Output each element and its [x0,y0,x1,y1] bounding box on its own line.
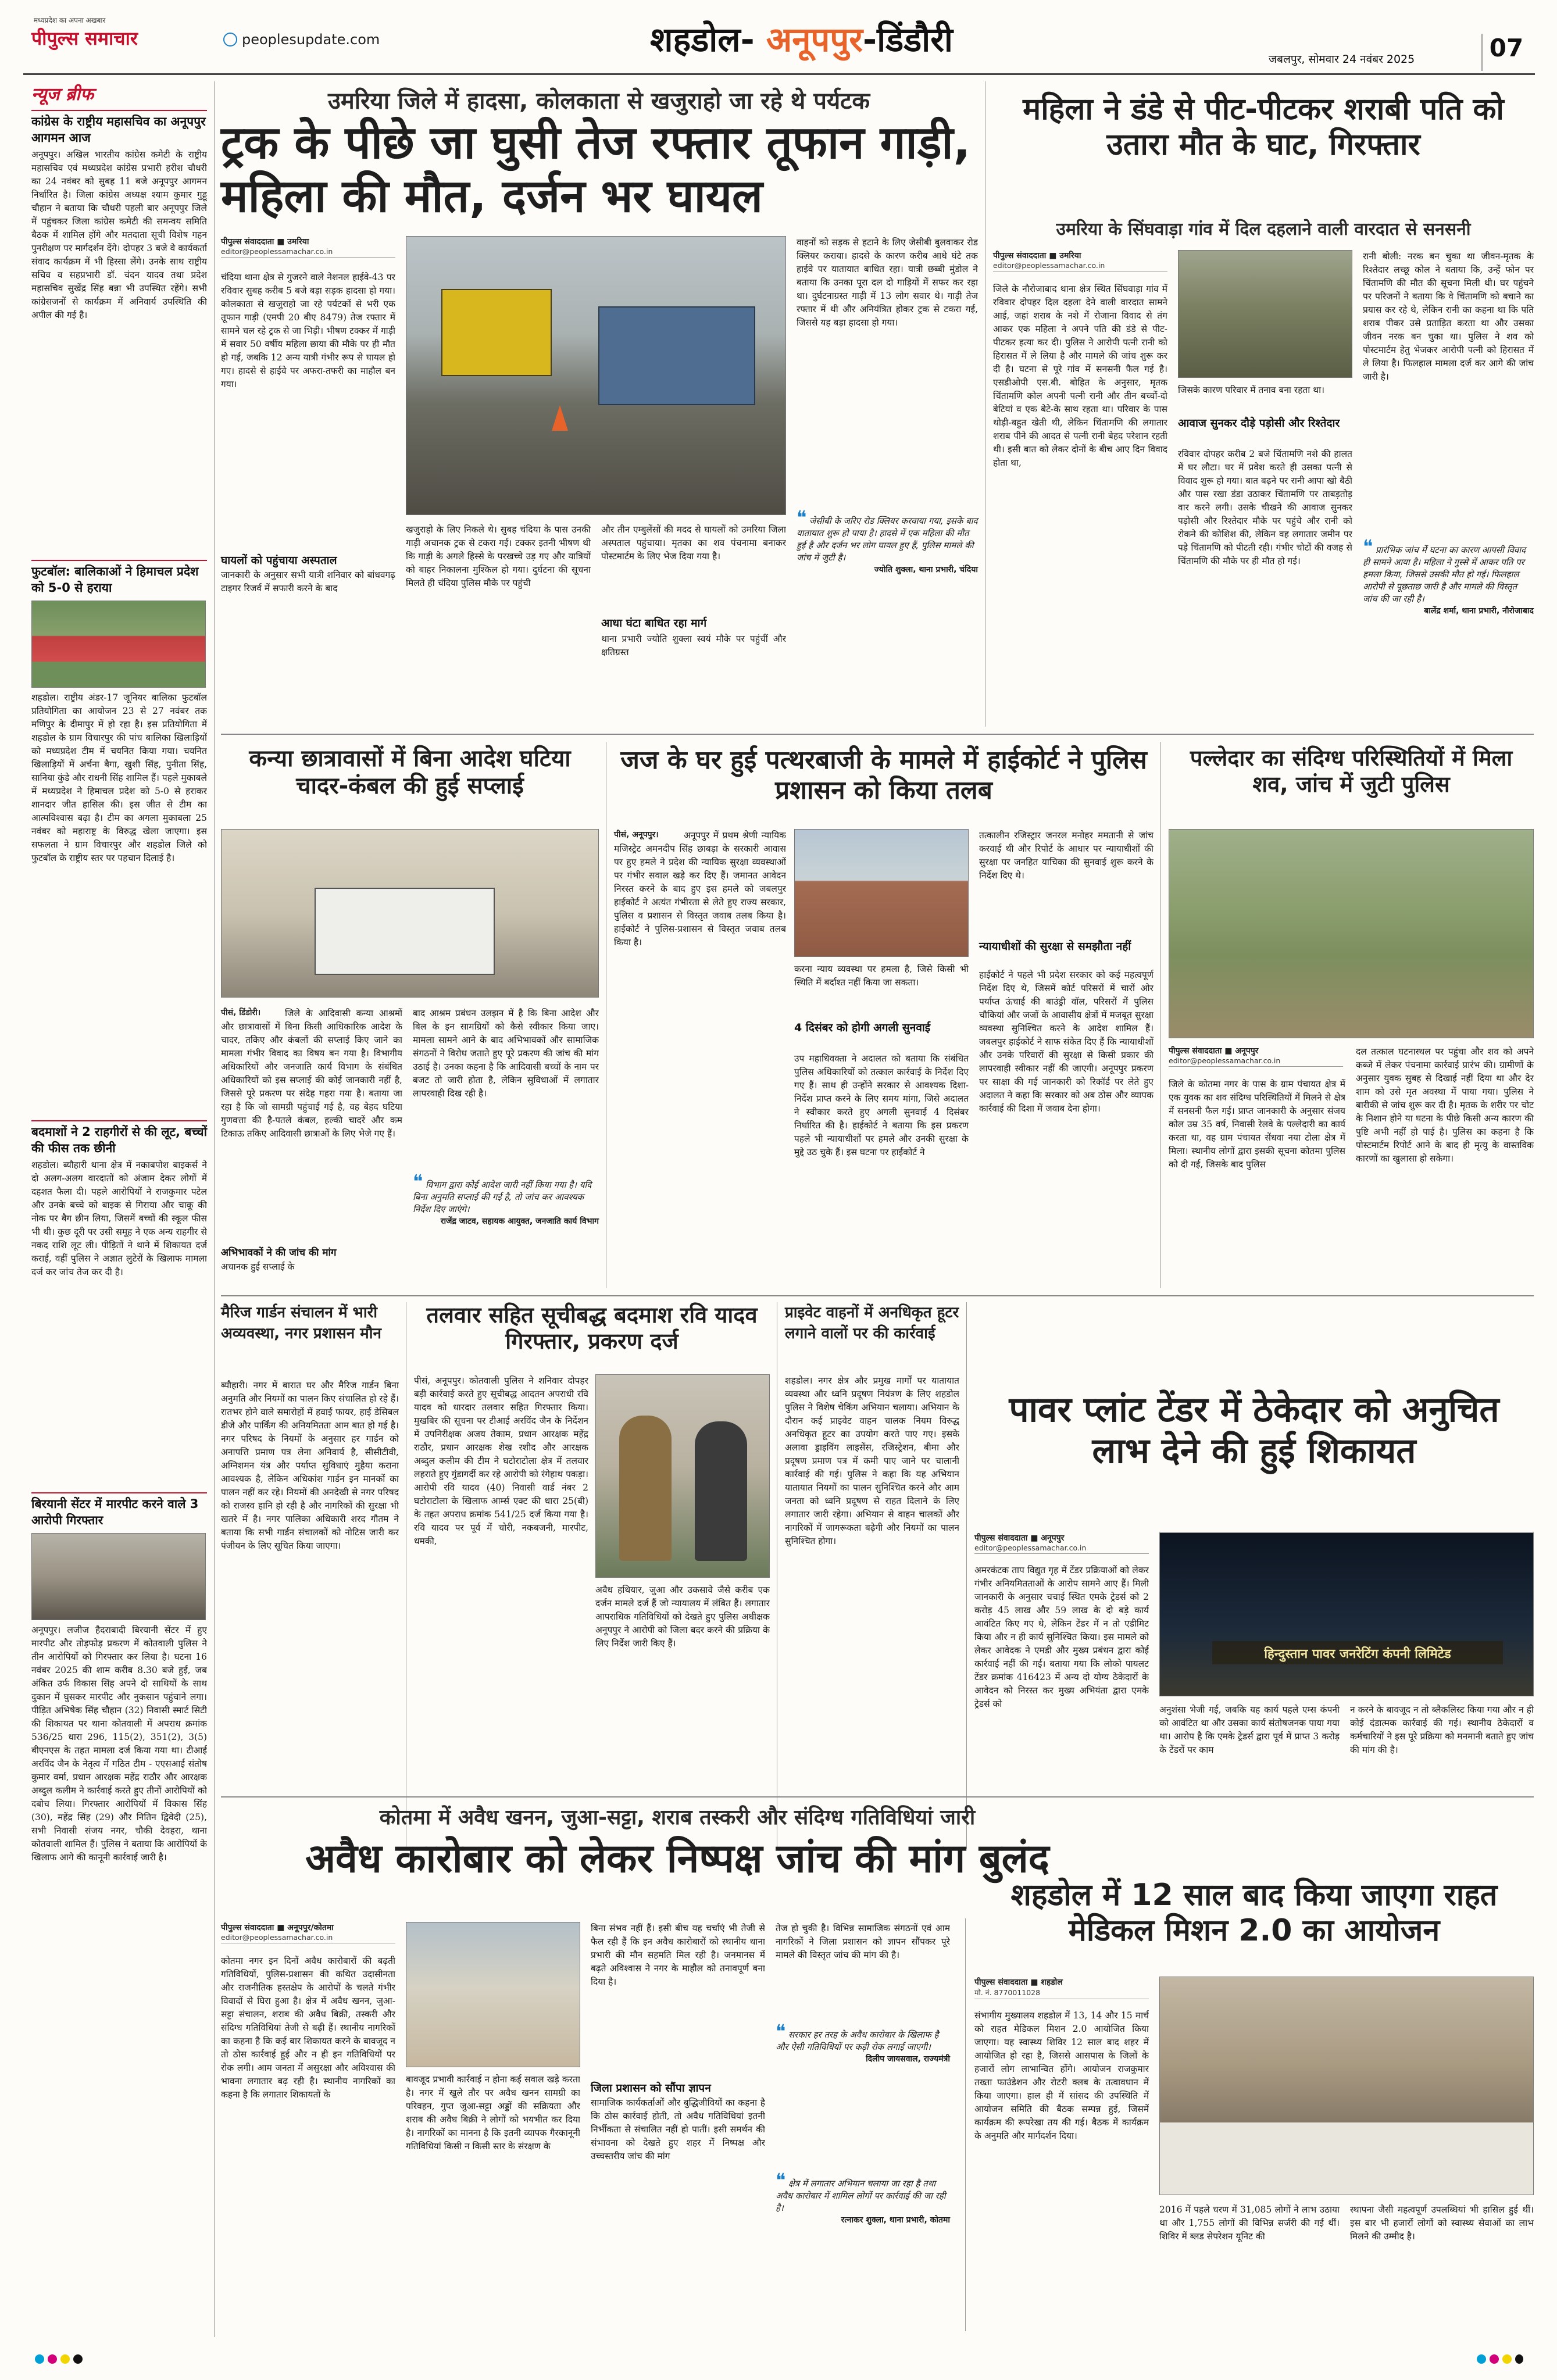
quote-text: जेसीबी के जरिए रोड क्लियर करवाया गया, इसके बाद यातायात शुरू हो पाया है। हादसे में एक महिला की मौत हुई है और दर्जन भर लोग घायल हुए हैं, पुलिस मामले की जांच में जुटी है। [797,516,978,563]
wife-crime-scene-photo [1178,250,1352,378]
story-hooter [785,1302,959,1849]
brief-title: बदमाशों ने 2 राहगीरों से की लूट, बच्चों की फीस तक छीनी [31,1120,207,1156]
medical-byline [974,1977,1149,1999]
byline-text: पीपुल्स संवाददाता ■ अनूपपुर [974,1534,1065,1543]
accused-figure [695,1421,747,1561]
wife-col2: जिसके कारण परिवार में तनाव बना रहता था। [1178,385,1325,395]
masthead-rule [23,73,1535,75]
story-wife [993,81,1534,727]
registration-mark [1477,2354,1486,2364]
dateline: जबलपुर, सोमवार 24 नवंबर 2025 [1269,53,1415,66]
wife-kicker: उमरिया के सिंघवाड़ा गांव में दिल दहलाने वाली वारदात से सनसनी [1056,219,1471,240]
marriage-headline: मैरिज गार्डन संचालन में भारी अव्यवस्था, नगर प्रशासन मौन [221,1304,381,1342]
blanket-col2: बाद आश्रम प्रबंधन उलझन में है कि बिना आदेश और बिल के इन सामग्रियों को कैसे स्वीकार किया जाए। मामला सामने आने के बाद अभिभावकों और सामाजिक संगठनों ने विरोध जताते हुए पूरे प्रकरण की जांच की मांग उठाई है। उनका कहना है कि आदिवासी बच्चों के नाम पर बजट तो जारी होता है, लेकिन सुविधाओं में लगातार लापरवाही दिख रही है। [413,1008,599,1099]
brief-biryani [31,1492,207,2298]
story-sword [414,1302,770,1849]
wife-col2b: रविवार दोपहर करीब 2 बजे चिंतामणि नशे की हालत में घर लौटा। घर में प्रवेश करते ही उसका पत्नी से विवाद शुरू हो गया। बात बढ़ने पर रानी आपा खो बैठी और पास रखा डंडा उठाकर चिंतामणि पर ताबड़तोड़ वार करने लगी। उसके चीखने की आवाज सुनकर पड़ोसी और रिश्तेदार मौके पर पहुंचे और रानी को रोकने की कोशिश की, लेकिन वह लगातार जमीन पर पड़े चिंतामणि को पीटती रही। गंभीर चोटों की वजह से चिंतामणि की मौके पर ही मौत हो गई। [1178,449,1352,566]
sword-headline: तलवार सहित सूचीबद्ध बदमाश रवि यादव गिरफ्तार, प्रकरण दर्ज [426,1302,758,1354]
medical-col1: संभागीय मुख्यालय शहडोल में 13, 14 और 15 मार्च को राहत मेडिकल मिशन 2.0 आयोजित किया जाएगा। यह स्वास्थ्य शिविर 12 साल बाद शहर में आयोजित हो रहा है, जिससे आसपास के जिलों के हजारों लोग लाभान्वित होंगे। आयोजन राजकुमार तख्ता फाउंडेशन और रोटरी क्लब के तत्वावधान में किया जाएगा। हाल ही में सांसद की उपस्थिति में आयोजन समिति की बैठक सम्पन्न हुई, जिसमें कार्यक्रम की रूपरेखा तय की गई। बैठक में कार्यक्रम के अनुमति और मार्गदर्शन दिया। [974,2010,1149,2141]
delivery-truck-shape [315,888,495,975]
website-link[interactable]: peoplesupdate.com [242,31,380,48]
truck-kicker: उमरिया जिले में हादसा, कोलकाता से खजुराहो जा रहे थे पर्यटक [327,88,870,115]
judge-col2b: उप महाधिवक्ता ने अदालत को बताया कि संबंधित पुलिस अधिकारियों को तत्काल कार्रवाई के निर्देश दिए गए हैं। साथ ही उन्होंने सरकार से आवश्यक दिशा-निर्देश प्राप्त करने के लिए समय मांगा, जिसे अदालत ने स्वीकार करते हुए अगली सुनवाई 4 दिसंबर निर्धारित की है। हाईकोर्ट ने बताया कि इस प्रकरण पहले भी न्यायाधीशों पर हमले और उनकी सुरक्षा के मुद्दे उठ चुके हैं। इस घटना पर हाईकोर्ट ने [794,1053,969,1157]
blanket-subhead: अभिभावकों ने की जांच की मांग [221,1247,337,1259]
print-color-marks [35,2354,1523,2368]
medical-col2: 2016 में पहले चरण में 31,085 लोगों ने लाभ उठाया था और 1,755 लोगों की विभिन्न सर्जरी की गई थीं। शिविर में ब्लड सेपरेशन यूनिट की [1159,2204,1340,2242]
kotma-col3: बिना संभव नहीं हैं। इसी बीच यह चर्चाएं भी तेजी से फैल रही हैं कि इन अवैध कारोबारों को स्थानीय थाना प्रभारी की मौन सहमति मिल रही है। जनमानस में बढ़ते अविश्वास ने नगर के माहौल को तनावपूर्ण बना दिया है। [591,1923,765,1987]
power-headline: पावर प्लांट टेंडर में ठेकेदार को अनुचित लाभ देने की हुई शिकायत [1009,1389,1499,1471]
brand-logo [31,16,223,56]
quote-name: दिलीप जायसवाल, राज्यमंत्री [866,2054,950,2064]
news-brief-label: न्यूज ब्रीफ [31,84,94,105]
section-rule [221,734,1534,735]
traffic-cone [552,405,568,431]
brief-title: फुटबॉल: बालिकाओं ने हिमाचल प्रदेश को 5-0 से हराया [31,560,207,596]
kotma-kicker: कोतमा में अवैध खनन, जुआ-सट्टा, शराब तस्करी और संदिग्ध गतिविधियां जारी [379,1806,976,1829]
story-blanket [221,742,599,1288]
column-rule [966,1302,967,1849]
kotma-col4: तेज हो चुकी है। विभिन्न सामाजिक संगठनों एवं आम नागरिकों ने जिला प्रशासन को ज्ञापन सौंपकर पूरे मामले की विस्तृत जांच की मांग की है। [776,1923,950,1960]
truck-col3b: थाना प्रभारी ज्योति शुक्ला स्वयं मौके पर पहुंचीं और क्षतिग्रस्त [601,634,786,657]
section-rule [221,1796,1534,1797]
wife-byline [993,250,1167,271]
byline-text: पीपुल्स संवाददाता ■ शहडोल [974,1978,1063,1987]
section-anuppur: अनूपपुर [766,20,863,59]
kotma-subhead: जिला प्रशासन को सौंपा ज्ञापन [591,2082,711,2095]
medical-headline: शहडोल में 12 साल बाद किया जाएगा राहत मेडिकल मिशन 2.0 का आयोजन [1010,1878,1498,1949]
byline-email: editor@peoplessamachar.co.in [993,261,1105,270]
byline-phone: मो. नं. 8770011028 [974,1988,1041,1997]
brief-body: अनूपपुर। लजीज हैदराबादी बिरयानी सेंटर में हुए मारपीट और तोड़फोड़ प्रकरण में कोतवाली पुलिस ने तीन आरोपियों को गिरफ्तार कर लिया है। घटना 16 नवंबर 2025 की शाम करीब 8.30 बजे हुई, जब अंकित उर्फ विकास सिंह अपने दो साथियों के साथ दुकान में घुसकर मारपीट और नुकसान पहुंचाने लगा। पीड़ित अभिषेक सिंह चौहान (32) निवासी स्मार्ट सिटी की शिकायत पर थाना कोतवाली में अपराध क्रमांक 536/25 धारा 296, 115(2), 351(2), 3(5) बीएनएस के तहत मामला दर्ज किया गया था। टीआई अरविंद जैन के नेतृत्व में गठित टीम - एएसआई संतोष कुमार वर्मा, प्रधान आरक्षक महेंद्र राठौर और आरक्षक अब्दुल कलीम ने कार्रवाई करते हुए तीनों आरोपियों को दबोच लिया। गिरफ्तार आरोपियों में विकास सिंह (30), महेंद्र सिंह (29) और नितिन द्विवेदी (25), सभी निवासी संजय नगर, चौकी देवहरा, थाना कोतवाली शामिल हैं। पुलिस ने बताया कि आरोपियों के खिलाफ आगे की कानूनी कार्रवाई जारी है। [31,1625,207,1863]
officer-figure [619,1416,672,1561]
power-byline [974,1532,1149,1554]
story-power [974,1302,1534,1849]
blanket-byline: पीसं, डिंडोरी। [221,1008,261,1017]
hooter-body: शहडोल। नगर क्षेत्र और प्रमुख मार्गों पर यातायात व्यवस्था और ध्वनि प्रदूषण नियंत्रण के लिए शहडोल पुलिस ने विशेष चेकिंग अभियान चलाया। अभियान के दौरान कई प्राइवेट वाहन चालक नियम विरुद्ध अनधिकृत हूटर का उपयोग करते पाए गए। इसके अलावा ड्राइविंग लाइसेंस, रजिस्ट्रेशन, बीमा और प्रदूषण प्रमाण पत्र में कमी पाए जाने पर चालानी कार्रवाई की गई। पुलिस ने कहा कि यह अभियान यातायात नियमों का पालन सुनिश्चित करने और आम जनता को ध्वनि प्रदूषण से राहत दिलाने के लिए लगातार जारी रहेगा। अभियान से वाहन चालकों और नागरिकों में जागरूकता बढ़ेगी और नियमों का पालन सुनिश्चित होगा। [785,1375,959,1546]
wife-col1: जिले के नौरोजाबाद थाना क्षेत्र स्थित सिंघवाड़ा गांव में रविवार दोपहर दिल दहला देने वाली वारदात सामने आई, जहां शराब के नशे में रोजाना विवाद से तंग आकर एक महिला ने अपने पति की डंडे से पीट-पीटकर हत्या कर दी। पुलिस ने आरोपी पत्नी रानी को हिरासत में ले लिया है और मामले की जांच शुरू कर दी है। घटना से पूरे गांव में सनसनी फैल गई है। एसडीओपी एस.बी. बोहित के अनुसार, मृतक चिंतामणि कोल अपनी पत्नी रानी और तीन बच्चों-दो बेटियां व एक बेटे-के साथ रहता था। परिवार के पास थोड़ी-बहुत खेती थी, लेकिन चिंतामणि की लगातार शराब पीने की आदत से पत्नी रानी बेहद परेशान रहती थी। इसी बात को लेकर दोनों के बीच आए दिन विवाद होता था, [993,284,1167,468]
power-col3: न करने के बावजूद न तो ब्लैकलिस्ट किया गया और न ही कोई दंडात्मक कार्रवाई की गई। स्थानीय ठेकेदारों व कर्मचारियों ने इस पूरे प्रक्रिया को मनमानी बताते हुए जांच की मांग की है। [1350,1704,1534,1755]
body-col2: दल तत्काल घटनास्थल पर पहुंचा और शव को अपने कब्जे में लेकर पंचनामा कार्रवाई प्रारंभ की। ग्रामीणों के अनुसार युवक सुबह से दिखाई नहीं दिया था और देर शाम को उसे मृत अवस्था में पाया गया। पुलिस ने बारीकी से जांच शुरू कर दी है। मृतक के शरीर पर चोट के निशान होने या घटना के पीछे किसी अन्य कारण की पुष्टि अभी नहीं हो पाई है। पुलिस का कहना है कि पोस्टमार्टम रिपोर्ट आने के बाद ही मृत्यु के वास्तविक कारणों का खुलासा हो सकेगा। [1356,1046,1534,1164]
byline-text: पीपुल्स संवाददाता ■ अनूपपुर [1169,1046,1259,1056]
brief-football [31,560,207,1110]
sword-col1: पीसं, अनूपपुर। कोतवाली पुलिस ने शनिवार दोपहर बड़ी कार्रवाई करते हुए सूचीबद्ध आदतन अपराधी रवि यादव को धारदार तलवार सहित गिरफ्तार किया। मुखबिर की सूचना पर टीआई अरविंद जैन के निर्देशन में उपनिरीक्षक अजय तेकाम, प्रधान आरक्षक महेंद्र राठौर, प्रधान आरक्षक शेख रशीद और आरक्षक अब्दुल कलीम की टीम ने घटोराटोला क्षेत्र में तलवार लहराते हुए गुंडागर्दी कर रहे आरोपी को रंगेहाथ पकड़ा। आरोपी रवि यादव (40) निवासी वार्ड नंबर 2 घटोराटोला के खिलाफ आर्म्स एक्ट की धारा 25(बी) के तहत अपराध क्रमांक 541/25 दर्ज किया गया है। रवि यादव पर पूर्व में चोरी, नकबजनी, मारपीट, धमकी, [414,1375,588,1546]
quote-text: विभाग द्वारा कोई आदेश जारी नहीं किया गया है। यदि बिना अनुमति सप्लाई की गई है, तो जांच कर आवश्यक निर्देश दिए जाएंगे। [413,1180,592,1214]
quote-mark-icon: ❝ [413,1170,423,1192]
blanket-col1: जिले के आदिवासी कन्या आश्रमों और छात्रावासों में बिना किसी आधिकारिक आदेश के चादर, तकिए और कंबलों की सप्लाई किए जाने का मामला गंभीर विवाद का विषय बन गया है। विभागीय अधिकारियों और जनजाति कार्य विभाग के संबंधित अधिकारियों को इस सप्लाई की कोई जानकारी नहीं है, जिससे पूरे प्रकरण पर संदेह गहरा गया है। बताया जा रहा है कि जो सामग्री पहुंचाई गई है, वह बेहद घटिया गुणवत्ता की है-पतले कंबल, हल्की चादरें और कम टिकाऊ तकिए आदिवासी छात्राओं के लिए भेजे गए हैं। [221,1008,402,1139]
quote-mark-icon: ❝ [776,2020,786,2042]
sword-col2: अवैध हथियार, जुआ और उकसावे जैसे करीब एक दर्जन मामले दर्ज हैं जो न्यायालय में लंबित हैं। लगातार आपराधिक गतिविधियों को देखते हुए पुलिस अधीक्षक अनूपपुर ने आरोपी को जिला बदर करने की प्रक्रिया के लिए निर्देश जारी किए हैं। [595,1585,770,1649]
truck-byline [221,236,395,258]
brand-tagline: मध्यप्रदेश का अपना अखबार [34,16,106,24]
registration-mark [1502,2354,1512,2364]
quote-name: राजेंद्र जाटव, सहायक आयुक्त, जनजाति कार्य विभाग [440,1217,599,1226]
story-body-found [1169,742,1534,1288]
judge-col3: तत्कालीन रजिस्ट्रार जनरल मनोहर ममतानी से जांच करवाई थी और रिपोर्ट के आधार पर न्यायाधीशों की सुरक्षा पर जनहित याचिका की सुनवाई शुरू करने के निर्देश दिए थे। [979,830,1154,881]
truck-quote [797,506,978,686]
quote-name: रत्नाकर शुक्ला, थाना प्रभारी, कोतमा [841,2215,950,2225]
column-rule [1160,742,1161,1288]
brand-name: पीपुल्स समाचार [31,27,138,49]
registration-mark [60,2354,70,2364]
hooter-headline: प्राइवेट वाहनों में अनधिकृत हूटर लगाने वालों पर की कार्रवाई [785,1304,959,1342]
registration-mark [48,2354,57,2364]
brief-title: बिरयानी सेंटर में मारपीट करने वाले 3 आरोपी गिरफ्तार [31,1492,207,1528]
quote-mark-icon: ❝ [797,506,807,528]
truck-col1: चंदिया थाना क्षेत्र से गुजरने वाले नेशनल हाईवे-43 पर रविवार सुबह करीब 5 बजे बड़ा सड़क हादसा हो गया। कोलकाता से खजुराहो जा रहे पर्यटकों से भरी एक तूफान गाड़ी (एमपी 20 बीए 8479) तेज रफ्तार में सामने चल रहे ट्रक से जा भिड़ी। भीषण टक्कर में गाड़ी में सवार 50 वर्षीय महिला छाया की मौके पर ही मौत हो गई, जबकि 12 अन्य यात्री गंभीर रूप से घायल हो गए। हादसे से हाईवे पर अफरा-तफरी का माहौल बन गया। [221,272,395,389]
blanket-truck-photo [221,829,599,998]
section-dindori: -डिंडौरी [863,20,953,59]
quote-mark-icon: ❝ [776,2169,786,2191]
byline-email: editor@peoplessamachar.co.in [221,247,333,256]
judge-col1: अनूपपुर में प्रथम श्रेणी न्यायिक मजिस्ट्रेट अमनदीप सिंह छाबड़ा के सरकारी आवास पर हुए हमले ने प्रदेश की न्यायिक सुरक्षा व्यवस्थाओं पर गंभीर सवाल खड़े कर दिए हैं। जमानत आवेदन निरस्त करने के बाद हुए इस हमले को जबलपुर हाईकोर्ट ने अत्यंत गंभीरता से लेते हुए राज्य सरकार, पुलिस व प्रशासन से विस्तृत जवाब तलब किया है। हाईकोर्ट ने पुलिस-प्रशासन से विस्तृत जवाब तलब किया है। [614,830,786,948]
blanket-headline: कन्या छात्रावासों में बिना आदेश घटिया चादर-कंबल की हुई सप्लाई [249,745,571,800]
column-rule [965,1918,966,2331]
byline-email: editor@peoplessamachar.co.in [221,1933,333,1942]
section-rule [221,1295,1534,1296]
accused-photo [31,1533,206,1620]
quote-name: बालेंद्र शर्मा, थाना प्रभारी, नौरोजाबाद [1424,606,1534,616]
brief-loot [31,1120,207,1482]
story-truck [221,81,978,727]
kotma-col3b: सामाजिक कार्यकर्ताओं और बुद्धिजीवियों का कहना है कि ठोस कार्रवाई होती, तो अवैध गतिविधियां इतनी निर्भीकता से संचालित नहीं हो पातीं। इसी समर्थन की संभावना को देखते हुए शहर में निष्पक्ष और उच्चस्तरीय जांच की मांग [591,2097,765,2161]
quote-name: ज्योति शुक्ला, थाना प्रभारी, चंदिया [874,565,978,574]
court-building-photo [794,829,969,957]
judge-subhead-1: 4 दिसंबर को होगी अगली सुनवाई [794,1021,931,1034]
kotma-col1: कोतमा नगर इन दिनों अवैध कारोबारों की बढ़ती गतिविधियों, पुलिस-प्रशासन की कथित उदासीनता और राजनीतिक हस्तक्षेप के आरोपों के चलते गंभीर विवादों से घिरा हुआ है। क्षेत्र में अवैध खनन, जुआ-सट्टा संचालन, शराब की अवैध बिक्री, तस्करी और संदिग्ध गतिविधियां तेजी से बढ़ी हैं। स्थानीय नागरिकों का कहना है कि कई बार शिकायत करने के बावजूद न तो ठोस कार्रवाई हुई और न ही इन गतिविधियों पर रोक लगी। आम जनता में असुरक्षा और अविश्वास की भावना लगातार बढ़ रही है। स्थानीय नागरिकों का कहना है कि लगातार शिकायतों के [221,1956,395,2100]
kotma-building-photo [406,1922,580,2067]
table-shape [1160,2122,1534,2195]
byline-text: पीपुल्स संवाददाता ■ उमरिया [993,251,1081,260]
brief-body: अनूपपुर। अखिल भारतीय कांग्रेस कमेटी के राष्ट्रीय महासचिव एवं मध्यप्रदेश कांग्रेस प्रभारी हरीश चौधरी का 24 नवंबर को सुबह 11 बजे अनूपपुर आगमन निर्धारित है। जिला कांग्रेस अध्यक्ष श्याम कुमार गुड्डू चौहान ने बताया कि चौधरी पहली बार अनूपपुर जिले में पहुंचकर जिला कांग्रेस कमेटी की समन्वय समिति बैठक में शामिल होंगे और मतदाता सूची विशेष गहन पुनरीक्षण पर मार्गदर्शन देंगे। दोपहर 3 बजे वे कार्यकर्ता संवाद कार्यक्रम में भी हिस्सा लेंगे। उनके साथ राष्ट्रीय सचिव व सहप्रभारी डॉ. चंदन यादव तथा प्रदेश महासचिव सुखेंद्र सिंह बन्ना भी उपस्थित रहेंगे। सभी कांग्रेसजनों से कार्यक्रम में अनिवार्य उपस्थिति की अपील की गई है। [31,149,207,320]
jcb-shape [441,289,552,376]
brief-body: शहडोल। ब्यौहारी थाना क्षेत्र में नकाबपोश बाइकर्स ने दो अलग-अलग वारदातों को अंजाम देकर लोगों में दहशत फैला दी। पहले आरोपियों ने राजकुमार पटेल और उनके बच्चे को बाइक से गिराया और चाकू की नोक पर बैग छीन लिया, जिसमें बच्चों की स्कूल फीस भी थी। कुछ दूरी पर उसी समूह ने एक अन्य राहगीर से नकद राशि लूट ली। पीड़ितों ने थाने में शिकायत दर्ज कराई, वहीं पुलिस ने अज्ञात लुटेरों के खिलाफ मामला दर्ज कर जांच तेज कर दी है। [31,1160,207,1277]
forest-scene-photo [1169,829,1534,1038]
meeting-photo [1159,1977,1534,2195]
wife-quote [1363,535,1534,703]
story-medical [974,1802,1534,2337]
brief-body: शहडोल। राष्ट्रीय अंडर-17 जूनियर बालिका फुटबॉल प्रतियोगिता का आयोजन 23 से 27 नवंबर तक मणिपुर के दीमापुर में हो रहा है। इस प्रतियोगिता में शहडोल के ग्राम विचारपुर की पांच बालिका खिलाड़ियों को मध्यप्रदेश टीम में चयनित किया गया। चयनित खिलाड़ियों में अर्चना बैगा, खुशी सिंह, पुनीता सिंह, सानिया कुंडे और राधनी सिंह शामिल हैं। पहले मुकाबले में मध्यप्रदेश ने हिमाचल प्रदेश को 5-0 से हराकर शानदार जीत हासिल की। इस जीत से टीम का आत्मविश्वास बढ़ा है। टीम का अगला मुकाबला 25 नवंबर को महाराष्ट्र के विरुद्ध खेला जाएगा। इस सफलता ने ग्राम विचारपुर और शहडोल जिले को फुटबॉल के राष्ट्रीय स्तर पर पहचान दिलाई है। [31,692,207,863]
body-byline [1169,1045,1343,1067]
registration-mark [1515,2354,1523,2364]
section-shahdol: शहडोल- [650,20,766,59]
truck-col1b: जानकारी के अनुसार सभी यात्री शनिवार को बांधवगढ़ टाइगर रिजर्व में सफारी करने के बाद [221,570,395,594]
marriage-body: ब्यौहारी। नगर में बारात घर और मैरिज गार्डन बिना अनुमति और नियमों का पालन किए संचालित हो रहे हैं। रातभर होने वाले समारोहों में हवाई फायर, हाई डेसिबल डीजे और पार्किंग की अनियमितता आम बात हो गई है। नगर परिषद के नियमों के अनुसार हर गार्डन को अनापत्ति प्रमाण पत्र लेना अनिवार्य है, सीसीटीवी, अग्निशमन यंत्र और पर्याप्त सुविधाएं मुहैया कराना आवश्यक है, लेकिन अधिकांश गार्डन इन मानकों का पालन नहीं कर रहे। नियमों की अनदेखी से नगर परिषद को राजस्व हानि हो रही है और नागरिकों की सुरक्षा भी खतरे में है। नगर पालिका अधिकारी शरद गौतम ने बताया कि सभी गार्डन संचालकों को नोटिस जारी कर पंजीयन के लिए सूचित किया जाएगा। [221,1380,399,1551]
web-icon [223,33,237,47]
body-headline: पल्लेदार का संदिग्ध परिस्थितियों में मिला शव, जांच में जुटी पुलिस [1190,745,1513,797]
football-team-photo [31,601,206,688]
body-col1: जिले के कोतमा नगर के पास के ग्राम पंचायत क्षेत्र में एक युवक का शव संदिग्ध परिस्थितियों में मिलने से क्षेत्र में सनसनी फैल गई। प्राप्त जानकारी के अनुसार संजय कोल उम्र 35 वर्ष, निवासी रेलवे के पल्लेदारी का कार्य करता था, वह ग्राम पंचायत सेंधवा नया टोला क्षेत्र में मिला। स्थानीय लोगों द्वारा इसकी सूचना कोतमा पुलिस को दी गई, जिसके बाद पुलिस [1169,1079,1345,1170]
truck-headline: ट्रक के पीछे जा घुसी तेज रफ्तार तूफान गाड़ी, महिला की मौत, दर्जन भर घायल [221,117,971,223]
quote-text: प्रारंभिक जांच में घटना का कारण आपसी विवाद ही सामने आया है। महिला ने गुस्से में आकर पति पर हमला किया, जिससे उसकी मौत हो गई। फिलहाल आरोपी से पूछताछ जारी है और मामले की विस्तृत जांच की जा रही है। [1363,545,1526,604]
story-marriage [221,1302,399,1849]
power-col2: अनुशंसा भेजी गई, जबकि यह कार्य पहले एम्स कंपनी को आवंटित था और उसका कार्य संतोषजनक पाया गया था। आरोप है कि एमके ट्रेडर्स द्वारा पूर्व में प्राप्त 3 करोड़ के टेंडरों पर काम [1159,1704,1340,1755]
judge-byline: पीसं, अनूपपुर। [614,830,659,839]
kotma-byline [221,1922,395,1943]
registration-mark [1490,2354,1499,2364]
column-rule [214,81,215,2337]
truck-col4: वाहनों को सड़क से हटाने के लिए जेसीबी बुलवाकर रोड क्लियर कराया। हादसे के कारण करीब आधे घंटे तक हाईवे पर यातायात बाधित रहा। यात्री छब्बी मुंडोल ने बताया कि उनका पूरा दल दो गाड़ियों में सफर कर रहा था। दुर्घटनाग्रस्त गाड़ी में 13 लोग सवार थे। गाड़ी तेज रफ्तार में थी और अनियंत्रित होकर ट्रक से टकरा गई, जिससे यह बड़ा हादसा हो गया। [797,237,978,328]
registration-mark [73,2354,83,2364]
wife-headline: महिला ने डंडे से पीट-पीटकर शराबी पति को उतारा मौत के घाट, गिरफ्तार [1023,92,1504,163]
page-number: 07 [1481,34,1530,71]
byline-email: editor@peoplessamachar.co.in [1169,1056,1281,1065]
power-plant-photo [1159,1532,1534,1696]
byline-email: editor@peoplessamachar.co.in [974,1543,1087,1552]
truck-accident-photo [406,236,786,515]
story-judge [614,742,1154,1288]
section-title [650,21,953,58]
judge-col2: करना न्याय व्यवस्था पर हमला है, जिसे किसी भी स्थिति में बर्दाश्त नहीं किया जा सकता। [794,964,969,988]
wife-col3: रानी बोली: नरक बन चुका था जीवन-मृतक के रिश्तेदार लच्छू कोल ने बताया कि, उन्हें फोन पर चिंतामणि की मौत की सूचना मिली थी। घर पहुंचने पर परिजनों ने बताया कि वे चिंतामणि को बचाने का प्रयास कर रहे थे, लेकिन रानी का कहना था कि पति शराब पीकर उसे प्रताड़ित करता था और उसका जीवन नरक बन चुका था। पुलिस ने शव को पोस्टमार्टम हेतु भेजकर आरोपी पत्नी को हिरासत में ले लिया है। फिलहाल मामला दर्ज कर आगे की जांच जारी है। [1363,251,1534,382]
truck-shape [598,306,755,405]
blanket-col1b: अचानक हुई सप्लाई के [221,1262,295,1272]
quote-text: सरकार हर तरह के अवैध कारोबार के खिलाफ है और ऐसी गतिविधियों पर कड़ी रोक लगाई जाएगी। [776,2029,939,2052]
registration-mark [35,2354,44,2364]
wife-subhead: आवाज सुनकर दौड़े पड़ोसी और रिश्तेदार [1178,417,1340,430]
quote-text: क्षेत्र में लगातार अभियान चलाया जा रहा है तथा अवैध कारोबार में शामिल लोगों पर कार्रवाई की जा रही है। [776,2178,946,2213]
truck-subhead-2: आधा घंटा बाधित रहा मार्ग [601,617,707,630]
judge-subhead-2: न्यायाधीशों की सुरक्षा से समझौता नहीं [979,940,1131,953]
news-brief-column [31,81,207,2331]
judge-headline: जज के घर हुई पत्थरबाजी के मामले में हाईकोर्ट ने पुलिस प्रशासन को किया तलब [620,745,1147,805]
truck-col2: खजुराहो के लिए निकले थे। सुबह चंदिया के पास उनकी गाड़ी अचानक ट्रक से टकरा गई। टक्कर इतनी भीषण थी कि गाड़ी के अगले हिस्से के परखच्चे उड़ गए और यात्रियों को बाहर निकालना मुश्किल हो गया। दुर्घटना की सूचना मिलते ही चंदिया पुलिस मौके पर पहुंची [406,524,591,588]
kotma-quote-1 [776,2020,950,2165]
kotma-col2: बावजूद प्रभावी कार्रवाई न होना कई सवाल खड़े करता है। नगर में खुले तौर पर अवैध खनन सामग्री का परिवहन, गुप्त जुआ-सट्टा अड्डों की सक्रियता और शराब की अवैध बिक्री ने लोगों को भयभीत कर दिया है। नागरिकों का मानना है कि इतनी व्यापक गैरकानूनी गतिविधियां किसी न किसी स्तर के संरक्षण के [406,2074,580,2152]
kotma-quote-2 [776,2169,950,2331]
byline-text: पीपुल्स संवाददाता ■ उमरिया [221,237,309,246]
brief-congress [31,110,207,549]
truck-col3: और तीन एम्बुलेंसों की मदद से घायलों को उमरिया जिला अस्पताल पहुंचाया। मृतका का शव पंचनामा बनाकर पोस्टमार्टम के लिए भेज दिया गया है। [601,524,786,562]
arrest-photo [595,1374,770,1578]
brief-title: कांग्रेस के राष्ट्रीय महासचिव का अनूपपुर आगमन आज [31,110,207,146]
truck-subhead-1: घायलों को पहुंचाया अस्पताल [221,554,337,567]
blanket-quote [413,1170,599,1286]
masthead [0,0,1557,69]
quote-mark-icon: ❝ [1363,535,1373,558]
power-col1: अमरकंटक ताप विद्युत गृह में टेंडर प्रक्रियाओं को लेकर गंभीर अनियमितताओं के आरोप सामने आए हैं। मिली जानकारी के अनुसार चचाई स्थित एमके ट्रेडर्स को 2 करोड़ 45 लाख और 59 लाख के दो बड़े कार्य आवंटित किए गए थे, लेकिन टेंडर में न तो एडीमिट किया और न ही कार्य सुनिश्चित किया। इस मामले को लेकर आवेदक ने एमडी और मुख्य प्रबंधन द्वारा कोई कार्रवाई नहीं की गई। बताया गया कि लोको पायलट टेंडर क्रमांक 416423 में अन्य दो योग्य ठेकेदारों के आवेदन को निरस्त कर मुख्य अभियंता द्वारा एमके ट्रेडर्स को [974,1565,1149,1709]
medical-col3: स्थापना जैसी महत्वपूर्ण उपलब्धियां भी हासिल हुई थीं। इस बार भी हजारों लोगों को स्वास्थ्य सेवाओं का लाभ मिलने की उम्मीद है। [1350,2204,1534,2242]
byline-text: पीपुल्स संवाददाता ■ अनूपपुर/कोतमा [221,1923,334,1932]
kotma-headline: अवैध कारोबार को लेकर निष्पक्ष जांच की मांग बुलंद [305,1836,1049,1882]
judge-col3b: हाईकोर्ट ने पहले भी प्रदेश सरकार को कई महत्वपूर्ण निर्देश दिए थे, जिसमें कोर्ट परिसरों में चारों ओर पर्याप्त ऊंचाई की बाउंड्री वॉल, परिसरों में पुलिस चौकियां और जजों के आवासीय क्षेत्रों में मजबूत सुरक्षा व्यवस्था सुनिश्चित करने के आदेश शामिल हैं। जबलपुर हाईकोर्ट ने साफ संकेत दिए हैं कि न्यायाधीशों और उनके परिवारों की सुरक्षा से किसी प्रकार की लापरवाही स्वीकार नहीं की जाएगी। अनूपपुर प्रकरण पर साक्षा की गई जानकारी को रिकॉर्ड पर लेते हुए अदालत ने कहा कि सरकार को अब ठोस और व्यापक कार्रवाई की दिशा में जवाब देना होगा। [979,970,1154,1114]
plant-sign: हिन्दुस्तान पावर जनरेटिंग कंपनी लिमिटेड [1212,1641,1503,1664]
